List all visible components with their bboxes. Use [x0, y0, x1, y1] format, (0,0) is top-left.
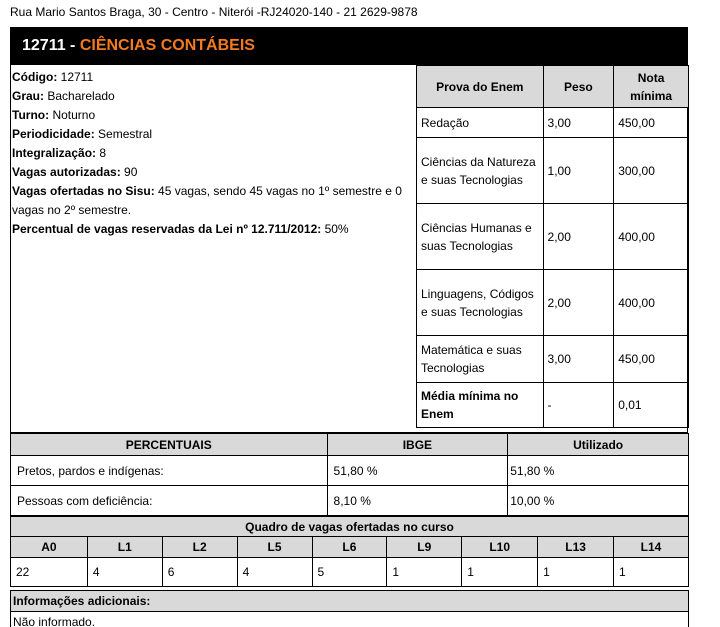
info-vagas-sisu: Vagas ofertadas no Sisu: 45 vagas, sendo 45 vagas no 1º semestre e 0 vagas no 2º semestre. — [12, 184, 402, 217]
info-codigo: Código: 12711 — [12, 70, 94, 84]
enem-prova: Linguagens, Códigos e suas Tecnologias — [417, 270, 544, 336]
vagas-title: Quadro de vagas ofertadas no curso — [11, 517, 689, 537]
enem-peso: 1,00 — [543, 138, 614, 204]
vagas-header-l6: L6 — [312, 537, 387, 558]
course-code: 12711 - — [22, 37, 80, 54]
enem-media-row — [417, 383, 689, 428]
enem-header-prova: Prova do Enem — [417, 66, 544, 108]
vagas-header-l5: L5 — [237, 537, 312, 558]
course-title-bar — [10, 27, 688, 65]
info-turno: Turno: Noturno — [12, 108, 96, 122]
info-percentual-lei: Percentual de vagas reservadas da Lei nº 12.711/2012: 50% — [12, 222, 349, 236]
enem-peso: 3,00 — [543, 336, 614, 383]
enem-prova: Redação — [417, 108, 544, 138]
perc-utilizado: 51,80 % — [508, 456, 689, 486]
vagas-value-a0: 22 — [11, 558, 88, 587]
vagas-header-l1: L1 — [87, 537, 162, 558]
vagas-value-l5: 4 — [237, 558, 312, 587]
vagas-header-l9: L9 — [387, 537, 462, 558]
vagas-value-l13: 1 — [538, 558, 614, 587]
table-row — [417, 204, 689, 270]
enem-media-label: Média mínima no Enem — [417, 383, 544, 428]
enem-header-nota: Nota mínima — [614, 66, 689, 108]
perc-label: Pretos, pardos e indígenas: — [11, 456, 328, 486]
vagas-header-row — [11, 537, 689, 558]
info-periodicidade: Periodicidade: Semestral — [12, 127, 153, 141]
enem-prova: Ciências da Natureza e suas Tecnologias — [417, 138, 544, 204]
address-line: Rua Mario Santos Braga, 30 - Centro - Niterói -RJ24020-140 - 21 2629-9878 — [10, 5, 418, 19]
enem-media-nota: 0,01 — [614, 383, 689, 428]
perc-label: Pessoas com deficiência: — [11, 486, 328, 516]
course-name: CIÊNCIAS CONTÁBEIS — [79, 37, 255, 54]
perc-header-ibge: IBGE — [327, 434, 508, 456]
vagas-header-l10: L10 — [462, 537, 538, 558]
enem-media-peso: - — [543, 383, 614, 428]
enem-nota: 450,00 — [614, 108, 689, 138]
vagas-value-l2: 6 — [162, 558, 237, 587]
additional-info-text: Não informado. — [10, 612, 689, 627]
enem-nota: 300,00 — [614, 138, 689, 204]
vagas-title-row — [11, 517, 689, 537]
enem-nota: 450,00 — [614, 336, 689, 383]
enem-nota: 400,00 — [614, 204, 689, 270]
enem-prova: Matemática e suas Tecnologias — [417, 336, 544, 383]
enem-nota: 400,00 — [614, 270, 689, 336]
table-row — [11, 456, 689, 486]
enem-peso: 2,00 — [543, 204, 614, 270]
perc-ibge: 51,80 % — [327, 456, 508, 486]
perc-header-label: PERCENTUAIS — [11, 434, 328, 456]
enem-header-row — [417, 66, 689, 108]
enem-peso: 2,00 — [543, 270, 614, 336]
perc-header-utilizado: Utilizado — [508, 434, 689, 456]
vagas-header-l13: L13 — [538, 537, 614, 558]
table-row — [11, 558, 689, 587]
percentuais-table — [10, 433, 689, 516]
perc-ibge: 8,10 % — [327, 486, 508, 516]
table-row — [417, 138, 689, 204]
percentuais-header-row — [11, 434, 689, 456]
vagas-value-l1: 4 — [87, 558, 162, 587]
info-grau: Grau: Bacharelado — [12, 89, 115, 103]
vagas-value-l14: 1 — [614, 558, 689, 587]
vagas-value-l6: 5 — [312, 558, 387, 587]
enem-table — [416, 65, 689, 428]
vagas-header-l2: L2 — [162, 537, 237, 558]
vagas-value-l10: 1 — [462, 558, 538, 587]
table-row — [417, 336, 689, 383]
table-row — [417, 108, 689, 138]
course-info — [12, 68, 412, 239]
enem-header-peso: Peso — [543, 66, 614, 108]
vagas-header-l14: L14 — [614, 537, 689, 558]
enem-peso: 3,00 — [543, 108, 614, 138]
vagas-value-l9: 1 — [387, 558, 462, 587]
vagas-header-a0: A0 — [11, 537, 88, 558]
additional-info-heading: Informações adicionais: — [10, 590, 689, 612]
enem-prova: Ciências Humanas e suas Tecnologias — [417, 204, 544, 270]
vagas-table — [10, 516, 689, 587]
info-vagas-autorizadas: Vagas autorizadas: 90 — [12, 165, 138, 179]
info-integralizacao: Integralização: 8 — [12, 146, 107, 160]
perc-utilizado: 10,00 % — [508, 486, 689, 516]
table-row — [11, 486, 689, 516]
table-row — [417, 270, 689, 336]
